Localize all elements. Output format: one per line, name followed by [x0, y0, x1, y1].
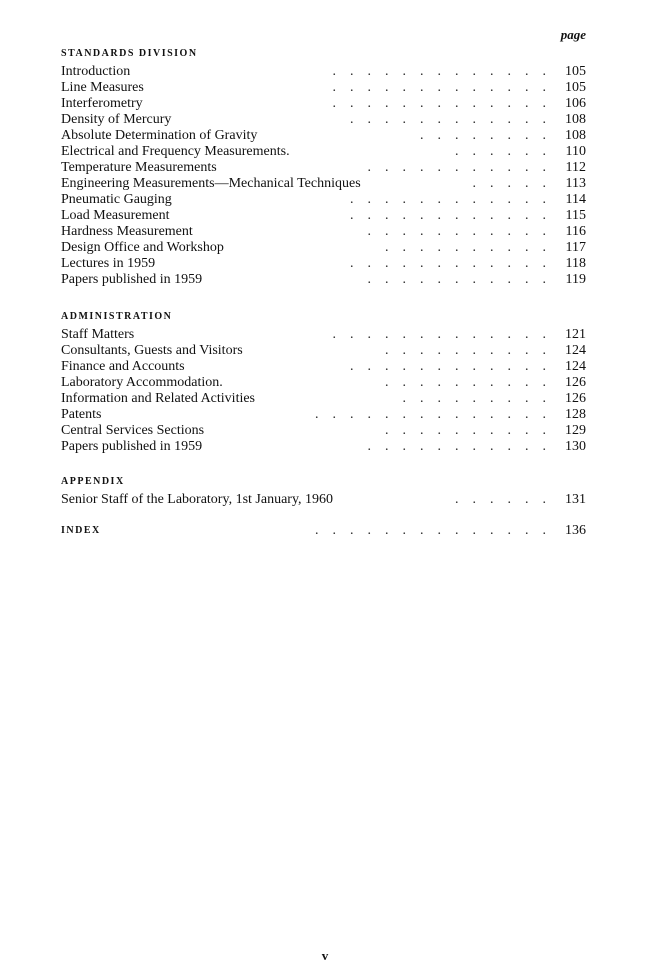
entry-title: Information and Related Activities [61, 391, 256, 406]
entry-page-number: 131 [565, 492, 586, 507]
dot-leaders: .......... [385, 375, 560, 390]
entry-page-number: 106 [565, 96, 586, 111]
entry-page-number: 126 [565, 375, 586, 390]
entry-title: Lectures in 1959 [61, 256, 156, 271]
dot-leaders: .......... [385, 423, 560, 438]
toc-entry[interactable] [61, 80, 586, 96]
entry-title: Engineering Measurements—Mechanical Techniques [61, 176, 361, 191]
entry-title: Density of Mercury [61, 112, 172, 127]
entry-title: Temperature Measurements [61, 160, 217, 175]
entry-page-number: 130 [565, 439, 586, 454]
toc-entry[interactable] [61, 423, 586, 439]
dot-leaders: ......... [402, 391, 560, 406]
dot-leaders: ........... [367, 439, 560, 454]
entry-page-number: 119 [565, 272, 586, 287]
entry-page-number: 117 [565, 240, 586, 255]
entry-title: Introduction [61, 64, 131, 79]
toc-entry[interactable] [61, 176, 586, 192]
toc-entry[interactable] [61, 208, 586, 224]
toc-entry[interactable] [61, 272, 586, 288]
dot-leaders: ........ [420, 128, 560, 143]
dot-leaders: ........... [367, 224, 560, 239]
entry-page-number: 105 [565, 64, 586, 79]
toc-entry[interactable] [61, 192, 586, 208]
entry-page-number: 129 [565, 423, 586, 438]
toc-entry[interactable] [61, 144, 586, 160]
section-heading-appendix: APPENDIX [61, 476, 125, 487]
toc-entry-index[interactable] [61, 523, 586, 539]
entry-page-number: 124 [565, 359, 586, 374]
entry-page-number: 115 [565, 208, 586, 223]
entry-title: Patents [61, 407, 102, 422]
entry-title: Papers published in 1959 [61, 439, 203, 454]
toc-entry[interactable] [61, 64, 586, 80]
entry-title: Absolute Determination of Gravity [61, 128, 258, 143]
section-heading-standards-division: STANDARDS DIVISION [61, 48, 198, 59]
entry-title: Central Services Sections [61, 423, 205, 438]
entry-page-number: 112 [565, 160, 586, 175]
entry-title: Design Office and Workshop [61, 240, 224, 255]
dot-leaders: .............. [315, 523, 560, 538]
toc-entry[interactable] [61, 240, 586, 256]
page-number-footer: v [321, 948, 329, 963]
dot-leaders: .......... [385, 343, 560, 358]
entry-page-number: 113 [565, 176, 586, 191]
dot-leaders: ..... [472, 176, 560, 191]
entry-title: Hardness Measurement [61, 224, 193, 239]
dot-leaders: ...... [455, 144, 560, 159]
dot-leaders: ............ [350, 112, 560, 127]
dot-leaders: ............ [350, 359, 560, 374]
toc-entry[interactable] [61, 160, 586, 176]
dot-leaders: ............. [332, 80, 560, 95]
entry-title: Finance and Accounts [61, 359, 185, 374]
dot-leaders: ...... [455, 492, 560, 507]
dot-leaders: ............ [350, 192, 560, 207]
entry-page-number: 116 [565, 224, 586, 239]
page-column-label: page [560, 27, 586, 42]
toc-entry[interactable] [61, 112, 586, 128]
toc-entry[interactable] [61, 327, 586, 343]
entry-page-number: 114 [565, 192, 586, 207]
dot-leaders: ............. [332, 64, 560, 79]
entry-page-number: 118 [565, 256, 586, 271]
entry-title: Consultants, Guests and Visitors [61, 343, 243, 358]
entry-page-number: 126 [565, 391, 586, 406]
entry-page-number: 121 [565, 327, 586, 342]
entry-title: Staff Matters [61, 327, 135, 342]
entry-page-number: 128 [565, 407, 586, 422]
toc-entry[interactable] [61, 359, 586, 375]
entry-title: INDEX [61, 525, 101, 536]
dot-leaders: .............. [315, 407, 560, 422]
section-heading-administration: ADMINISTRATION [61, 311, 173, 322]
entry-page-number: 124 [565, 343, 586, 358]
entry-title: Electrical and Frequency Measurements. [61, 144, 290, 159]
entry-title: Pneumatic Gauging [61, 192, 172, 207]
toc-entry[interactable] [61, 256, 586, 272]
entry-page-number: 110 [565, 144, 586, 159]
toc-entry[interactable] [61, 492, 586, 508]
table-of-contents [61, 47, 586, 539]
entry-title: Line Measures [61, 80, 144, 95]
toc-entry[interactable] [61, 391, 586, 407]
dot-leaders: ............. [332, 96, 560, 111]
toc-entry[interactable] [61, 439, 586, 455]
dot-leaders: ............. [332, 327, 560, 342]
entry-title: Load Measurement [61, 208, 170, 223]
entry-page-number: 108 [565, 128, 586, 143]
toc-entry[interactable] [61, 224, 586, 240]
dot-leaders: ............ [350, 256, 560, 271]
toc-entry[interactable] [61, 407, 586, 423]
dot-leaders: ........... [367, 272, 560, 287]
dot-leaders: ........... [367, 160, 560, 175]
toc-entry[interactable] [61, 128, 586, 144]
toc-entry[interactable] [61, 96, 586, 112]
entry-title: Papers published in 1959 [61, 272, 203, 287]
dot-leaders: .......... [385, 240, 560, 255]
toc-entry[interactable] [61, 343, 586, 359]
entry-page-number: 136 [565, 523, 586, 538]
dot-leaders: ............ [350, 208, 560, 223]
entry-page-number: 108 [565, 112, 586, 127]
toc-entry[interactable] [61, 375, 586, 391]
entry-title: Laboratory Accommodation. [61, 375, 223, 390]
entry-title: Senior Staff of the Laboratory, 1st January, 1960 [61, 492, 334, 507]
entry-title: Interferometry [61, 96, 143, 111]
entry-page-number: 105 [565, 80, 586, 95]
